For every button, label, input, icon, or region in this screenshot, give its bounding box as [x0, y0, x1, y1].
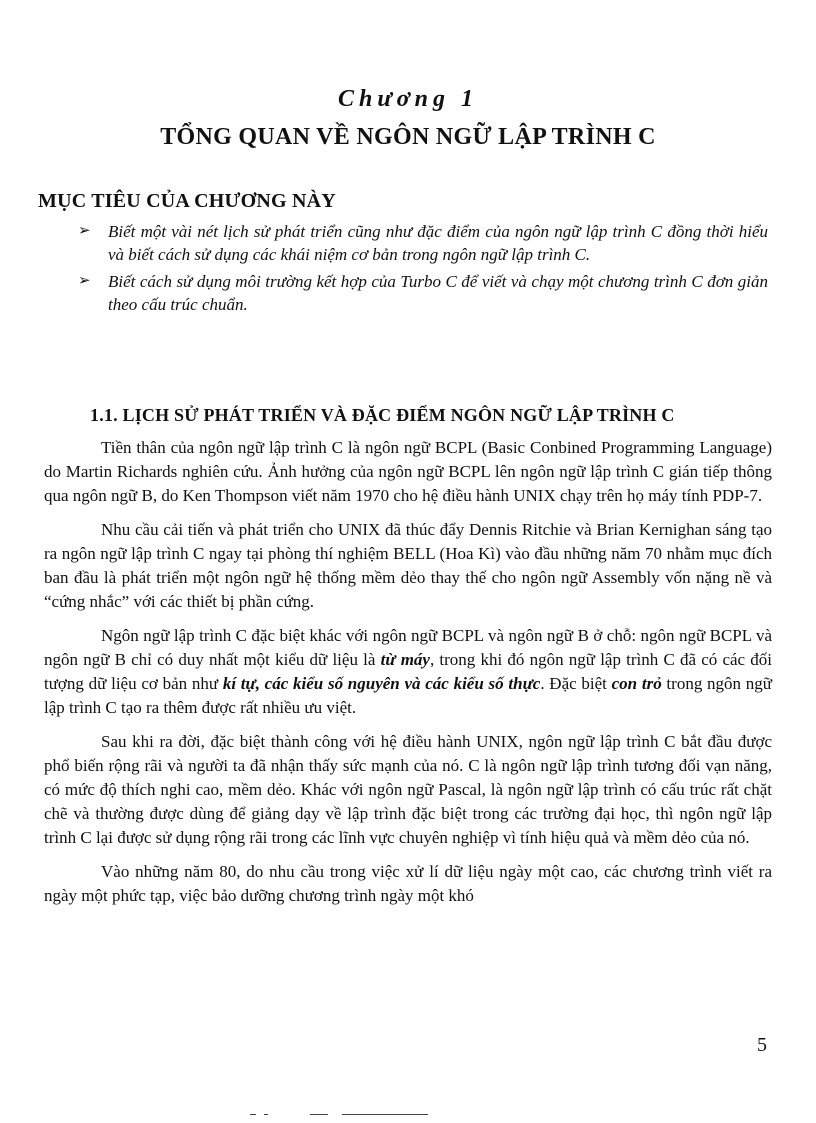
objective-item	[78, 270, 768, 316]
paragraph: Nhu cầu cải tiến và phát triển cho UNIX đã thúc đẩy Dennis Ritchie và Brian Kernighan sáng tạo ra ngôn ngữ lập trình C ngay tại phòng thí nghiệm BELL (Hoa Kì) vào đầu những năm 70 nhằm mục đích ban đầu là phát triển một ngôn ngữ hệ thống mềm dẻo thay thế cho ngôn ngữ Assembly vốn nặng nề và “cứng nhắc” với các thiết bị phần cứng.	[44, 520, 772, 611]
paragraph: Sau khi ra đời, đặc biệt thành công với hệ điều hành UNIX, ngôn ngữ lập trình C bắt đầu được phổ biến rộng rãi và người ta đã nhận thấy sức mạnh của nó. C là ngôn ngữ lập trình tương đối vạn năng, có mức độ thích nghi cao, mềm dẻo. Khác với ngôn ngữ Pascal, là ngôn ngữ lập trình có cấu trúc rất chặt chẽ và thường được dùng để giảng dạy về lập trình đặc biệt trong các trường đại học, thì ngôn ngữ lập trình C lại được sử dụng rộng rãi trong các lĩnh vực chuyên nghiệp vì tính hiệu quả và mềm dẻo của nó.	[44, 732, 772, 847]
emphasis-text: con trỏ	[611, 674, 662, 693]
emphasis-text: kí tự, các kiểu số nguyên và các kiểu số thực	[222, 674, 541, 693]
emphasis-text: từ máy	[380, 650, 430, 669]
paragraph: Tiền thân của ngôn ngữ lập trình C là ngôn ngữ BCPL (Basic Conbined Programming Language) do Martin Richards nghiên cứu. Ảnh hưởng của ngôn ngữ BCPL lên ngôn ngữ lập trình C gián tiếp thông qua ngôn ngữ B, do Ken Thompson viết năm 1970 cho hệ điều hành UNIX chạy trên họ máy tính PDP-7.	[44, 438, 772, 505]
objective-text: Biết một vài nét lịch sử phát triển cũng như đặc điểm của ngôn ngữ lập trình C đồng thời hiểu và biết cách sử dụng các khái niệm cơ bản trong ngôn ngữ lập trình C.	[108, 222, 768, 264]
objective-text: Biết cách sử dụng môi trường kết hợp của Turbo C để viết và chạy một chương trình C đơn giản theo cấu trúc chuẩn.	[108, 272, 768, 314]
paragraph: Vào những năm 80, do nhu cầu trong việc xử lí dữ liệu ngày một cao, các chương trình viết ra ngày một phức tạp, việc bảo dưỡng chương trình ngày một khó	[44, 862, 772, 905]
paragraph-text: Ngôn ngữ lập trình C đặc biệt khác với ngôn ngữ BCPL và ngôn ngữ B ở chỗ: ngôn ngữ BCPL và ngôn ngữ B chỉ có duy nhất một kiểu dữ liệu là	[44, 626, 772, 669]
body-text	[44, 436, 772, 918]
section-heading: 1.1. LỊCH SỬ PHÁT TRIỂN VÀ ĐẶC ĐIỂM NGÔN NGỮ LẬP TRÌNH C	[90, 405, 675, 425]
arrow-bullet-icon: ➢	[78, 273, 91, 289]
objectives-list	[78, 220, 768, 320]
paragraph-text: . Đặc biệt	[540, 674, 612, 693]
page-number: 5	[757, 1034, 767, 1056]
chapter-title: TỔNG QUAN VỀ NGÔN NGỮ LẬP TRÌNH C	[160, 124, 656, 150]
chapter-label: Chương 1	[338, 86, 478, 112]
objectives-heading: MỤC TIÊU CỦA CHƯƠNG NÀY	[38, 190, 336, 212]
paragraph-text: trong ngôn ngữ lập trình C tạo ra thêm được rất nhiều ưu việt.	[44, 674, 772, 717]
footer-scan-marks	[250, 1114, 440, 1118]
arrow-bullet-icon: ➢	[78, 223, 91, 239]
paragraph	[44, 624, 772, 720]
objective-item	[78, 220, 768, 266]
paragraph-text: , trong khi đó ngôn ngữ lập trình C đã có các đối tượng dữ liệu cơ bản như	[44, 650, 772, 693]
